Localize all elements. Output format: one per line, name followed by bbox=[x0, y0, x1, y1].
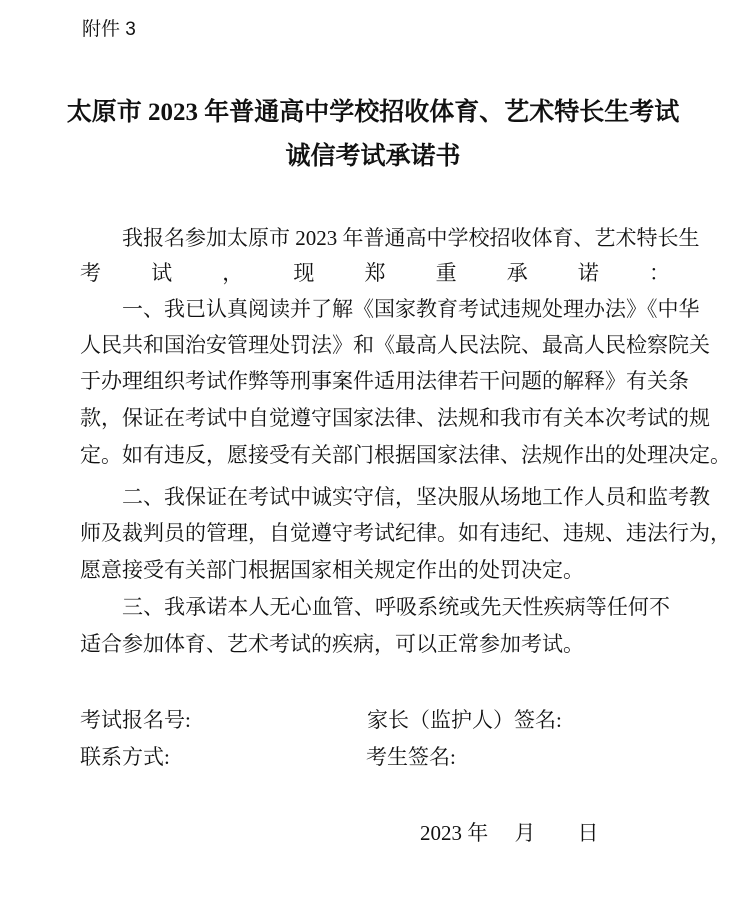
body-line: 考试，现郑重承诺： bbox=[80, 261, 670, 285]
body-line: 愿意接受有关部门根据国家相关规定作出的处罚决定。 bbox=[80, 558, 584, 582]
body-line: 款，保证在考试中自觉遵守国家法律、法规和我市有关本次考试的规 bbox=[80, 406, 710, 430]
document-subtitle: 诚信考试承诺书 bbox=[285, 143, 461, 170]
body-line: 二、我保证在考试中诚实守信，坚决服从场地工作人员和监考教 bbox=[122, 485, 710, 509]
body-line: 人民共和国治安管理处罚法》和《最高人民法院、最高人民检察院关 bbox=[80, 333, 710, 357]
body-line: 我报名参加太原市 2023 年普通高中学校招收体育、艺术特长生 bbox=[122, 226, 700, 250]
date-line: 2023 年 月 日 bbox=[420, 821, 599, 845]
contact-label: 联系方式: bbox=[80, 745, 170, 769]
body-line: 于办理组织考试作弊等刑事案件适用法律若干问题的解释》有关条 bbox=[80, 369, 689, 393]
body-line: 师及裁判员的管理，自觉遵守考试纪律。如有违纪、违规、违法行为， bbox=[80, 521, 731, 545]
attachment-label: 附件 3 bbox=[82, 19, 136, 40]
body-line: 适合参加体育、艺术考试的疾病，可以正常参加考试。 bbox=[80, 632, 584, 656]
document-title: 太原市 2023 年普通高中学校招收体育、艺术特长生考试 bbox=[66, 99, 680, 126]
guardian-signature-label: 家长（监护人）签名: bbox=[367, 708, 562, 732]
body-line: 三、我承诺本人无心血管、呼吸系统或先天性疾病等任何不 bbox=[122, 595, 670, 619]
body-line: 定。如有违反，愿接受有关部门根据国家法律、法规作出的处理决定。 bbox=[80, 443, 731, 467]
body-line: 一、我已认真阅读并了解《国家教育考试违规处理办法》《中华 bbox=[122, 297, 700, 321]
student-signature-label: 考生签名: bbox=[366, 745, 456, 769]
exam-number-label: 考试报名号: bbox=[80, 708, 191, 732]
